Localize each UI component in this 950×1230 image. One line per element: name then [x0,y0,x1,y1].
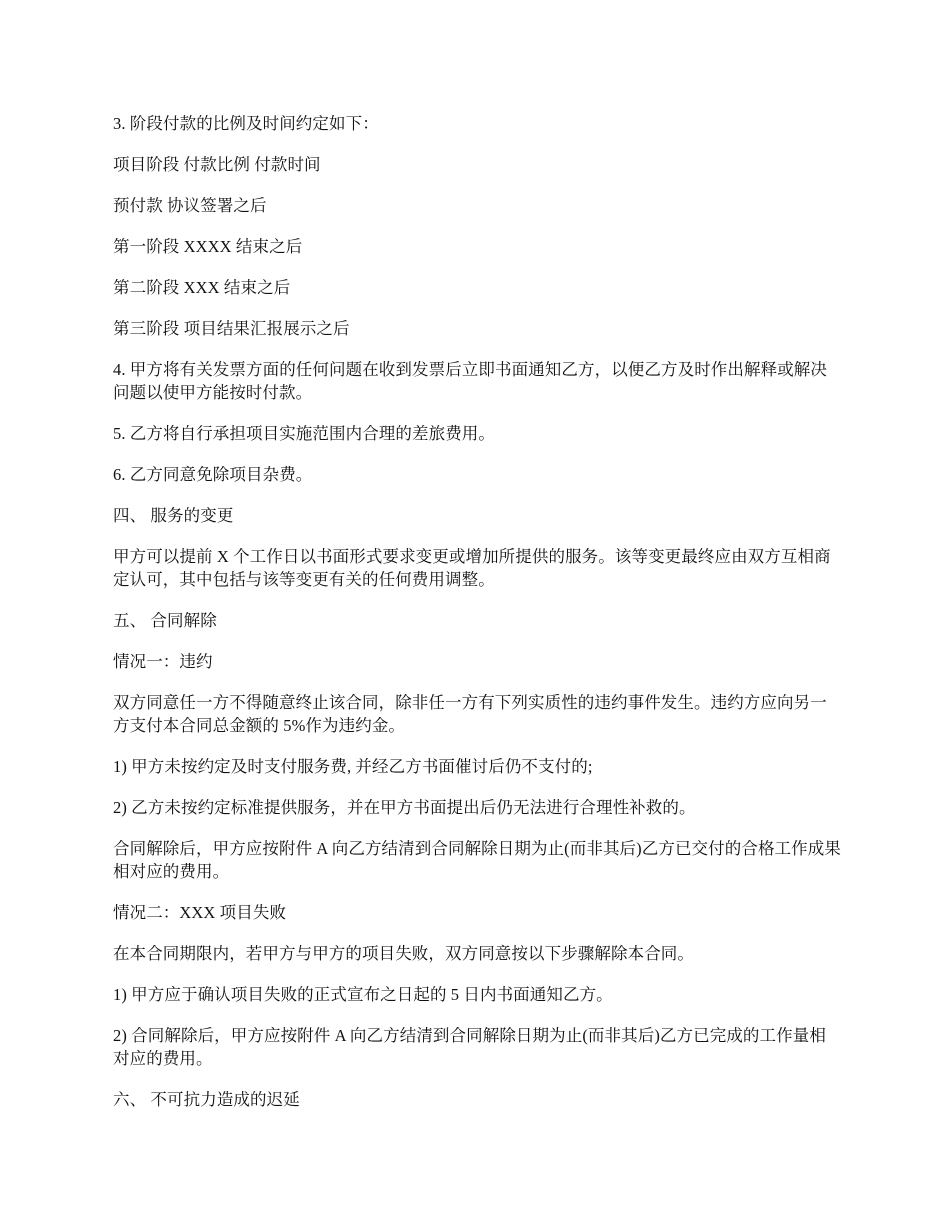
case-2-heading: 情况二：XXX 项目失败 [113,903,287,922]
case-2-item-2: 2) 合同解除后，甲方应按附件 A 向乙方结清到合同解除日期为止(而非其后)乙方已完成的工作量相对应的费用。 [113,1026,826,1068]
case-1-body: 双方同意任一方不得随意终止该合同，除非任一方有下列实质性的违约事件发生。违约方应向另一方支付本合同总金额的 5%作为违约金。 [113,693,827,735]
case-1-item-1: 1) 甲方未按约定及时支付服务费, 并经乙方书面催讨后仍不支付的; [113,757,593,776]
section-4-body: 甲方可以提前 X 个工作日以书面形式要求变更或增加所提供的服务。该等变更最终应由双方互相商定认可，其中包括与该等变更有关的任何费用调整。 [113,547,831,589]
case-1-settlement: 合同解除后，甲方应按附件 A 向乙方结清到合同解除日期为止(而非其后)乙方已交付的合格工作成果相对应的费用。 [113,839,841,881]
clause-6: 6. 乙方同意免除项目杂费。 [113,465,313,484]
payment-row-stage-1: 第一阶段 XXXX 结束之后 [113,237,303,256]
section-6-heading: 六、 不可抗力造成的迟延 [113,1090,300,1109]
payment-row-stage-2: 第二阶段 XXX 结束之后 [113,278,291,297]
clause-3-heading: 3. 阶段付款的比例及时间约定如下： [113,114,379,133]
payment-row-advance: 预付款 协议签署之后 [113,196,267,215]
case-2-item-1: 1) 甲方应于确认项目失败的正式宣布之日起的 5 日内书面通知乙方。 [113,985,613,1004]
payment-table-header: 项目阶段 付款比例 付款时间 [113,155,321,174]
clause-5: 5. 乙方将自行承担项目实施范围内合理的差旅费用。 [113,424,495,443]
case-1-item-2: 2) 乙方未按约定标准提供服务，并在甲方书面提出后仍无法进行合理性补救的。 [113,798,696,817]
case-1-heading: 情况一：违约 [113,652,213,671]
document-body [113,112,841,1129]
clause-4: 4. 甲方将有关发票方面的任何问题在收到发票后立即书面通知乙方，以便乙方及时作出解释或解决问题以使甲方能按时付款。 [113,360,827,402]
case-2-body: 在本合同期限内，若甲方与甲方的项目失败，双方同意按以下步骤解除本合同。 [113,944,694,963]
section-5-heading: 五、 合同解除 [113,611,217,630]
section-4-heading: 四、 服务的变更 [113,506,234,525]
payment-row-stage-3: 第三阶段 项目结果汇报展示之后 [113,319,350,338]
